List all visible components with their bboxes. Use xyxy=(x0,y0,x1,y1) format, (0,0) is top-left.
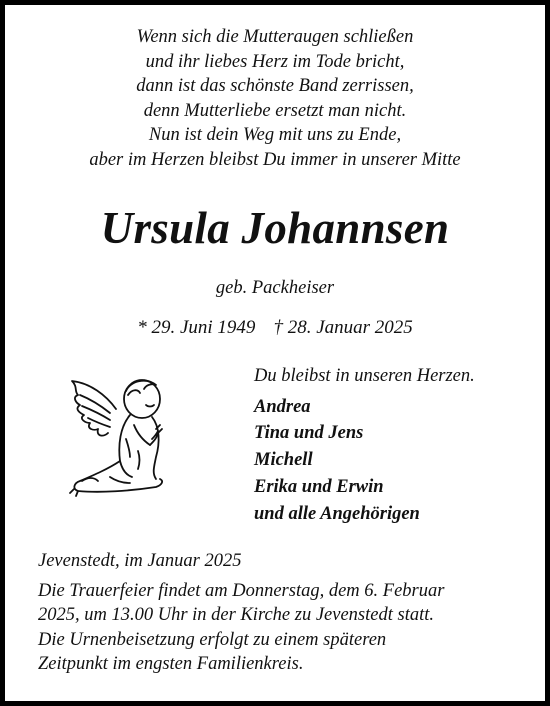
poem-line: Nun ist dein Weg mit uns zu Ende, xyxy=(148,125,402,146)
poem-line: Wenn sich die Mutteraugen schließen xyxy=(136,27,414,47)
mourner-name: Erika und Erwin xyxy=(254,476,384,497)
notice-line: Zeitpunkt im engsten Familienkreis. xyxy=(38,653,304,674)
notice-line: 2025, um 13.00 Uhr in der Kirche zu Jevenstedt statt. xyxy=(38,605,434,626)
birth-date: * 29. Juni 1949 xyxy=(137,317,256,338)
poem-line: und ihr liebes Herz im Tode bricht, xyxy=(145,51,405,72)
poem-line: dann ist das schönste Band zerrissen, xyxy=(136,76,414,97)
deceased-name: Ursula Johannsen xyxy=(100,203,450,253)
mourner-name: Andrea xyxy=(254,396,311,417)
poem-line: denn Mutterliebe ersetzt man nicht. xyxy=(143,100,407,121)
memorial-poem xyxy=(5,25,545,173)
funeral-details xyxy=(38,549,525,676)
death-date: † 28. Januar 2025 xyxy=(273,317,413,338)
life-dates xyxy=(5,317,545,339)
place-and-date: Jevenstedt, im Januar 2025 xyxy=(38,551,242,571)
mourner-name: Michell xyxy=(254,450,313,471)
birth-name: geb. Packheiser xyxy=(215,278,335,298)
mourners-block xyxy=(254,363,475,527)
mourner-name: Tina und Jens xyxy=(254,423,364,444)
mourner-name: und alle Angehörigen xyxy=(254,503,420,524)
poem-line: aber im Herzen bleibst Du immer in unserer Mitte xyxy=(89,149,461,170)
praying-angel-illustration xyxy=(60,365,180,505)
angel-body xyxy=(119,415,132,477)
notice-line: Die Urnenbeisetzung erfolgt zu einem späteren xyxy=(38,629,387,650)
mourners-intro: Du bleibst in unseren Herzen. xyxy=(254,366,475,386)
notice-line: Die Trauerfeier findet am Donnerstag, dem 6. Februar xyxy=(38,581,445,601)
